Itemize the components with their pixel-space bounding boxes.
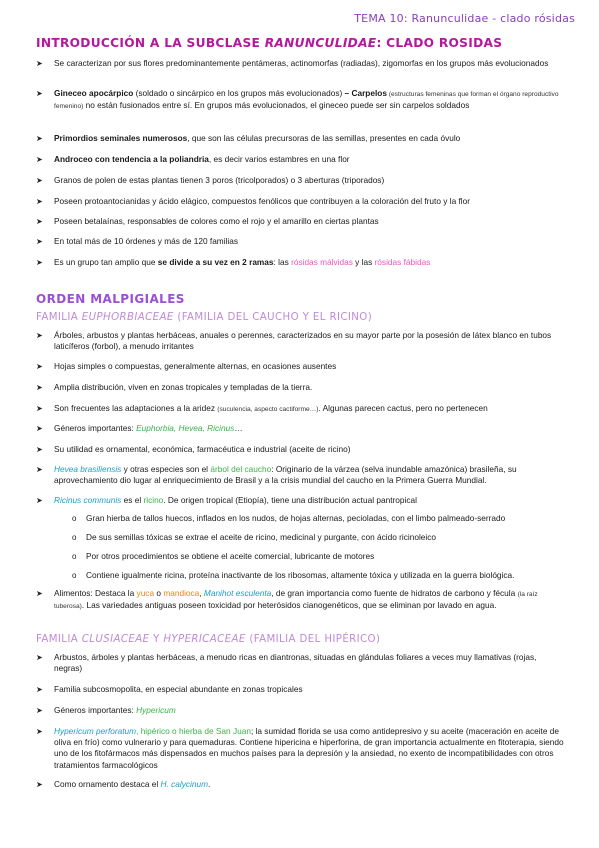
arrow-bullet-icon: ➤ <box>36 237 43 246</box>
list-item: ➤ Árboles, arbustos y plantas herbáceas, anuales o perennes, caracterizados en su mayor parte por la posesión de látex blanco en tubos laticíferos (forbol), a menudo irritantes <box>36 330 552 352</box>
family-heading: FAMILIA EUPHORBIACEAE (FAMILIA DEL CAUCHO Y EL RICINO) <box>36 312 373 323</box>
arrow-bullet-icon: ➤ <box>36 404 43 413</box>
arrow-bullet-icon: ➤ <box>36 727 43 736</box>
sub-list-item: o Por otros procedimientos se obtiene el aceite comercial, lubricante de motores <box>72 551 375 561</box>
list-item: ➤ Poseen protoantocianidas y ácido elágico, compuestos fenólicos que contribuyen a la coloración del fruto y la flor <box>36 196 471 206</box>
sub-list-item: o Gran hierba de tallos huecos, inflados en los nudos, de hojas alternas, pecioladas, con el limbo palmeado-serrado <box>72 513 506 523</box>
circle-bullet-icon: o <box>72 533 77 542</box>
arrow-bullet-icon: ➤ <box>36 331 43 340</box>
arrow-bullet-icon: ➤ <box>36 780 43 789</box>
arrow-bullet-icon: ➤ <box>36 653 43 662</box>
list-item: ➤ Géneros importantes: Euphorbia, Hevea, Ricinus… <box>36 423 243 433</box>
arrow-bullet-icon: ➤ <box>36 383 43 392</box>
list-item: ➤ Amplia distribución, viven en zonas tropicales y templadas de la tierra. <box>36 382 313 392</box>
list-item: ➤ Familia subcosmopolita, en especial abundante en zonas tropicales <box>36 684 303 694</box>
arrow-bullet-icon: ➤ <box>36 496 43 505</box>
arrow-bullet-icon: ➤ <box>36 465 43 474</box>
page-header: TEMA 10: Ranunculidae - clado rósidas <box>354 12 575 25</box>
arrow-bullet-icon: ➤ <box>36 176 43 185</box>
list-item: ➤ Alimentos: Destaca la yuca o mandioca, Manihot esculenta, de gran importancia como fuente de hidratos de carbono y fécula (la raíz tuberosa). Las variedades antiguas poseen toxicidad por heterósidos cianogenéticos, que se eliminan por lavado en agua. <box>36 588 538 611</box>
arrow-bullet-icon: ➤ <box>36 89 43 98</box>
arrow-bullet-icon: ➤ <box>36 217 43 226</box>
list-item: ➤ Poseen betalaínas, responsables de colores como el rojo y el amarillo en ciertas plantas <box>36 216 379 226</box>
list-item: ➤ Ricinus communis es el ricino. De origen tropical (Etiopía), tiene una distribución actual pantropical <box>36 495 417 505</box>
list-item: ➤ Hypericum perforatum, hipérico o hierba de San Juan; la sumidad florida se usa como antidepresivo y su aceite (maceración en aceite de oliva en frío) como vulnerario y para quemaduras. Contiene hipericina e hiperforina, de gran importancia actualmente en fitoterapia, siendo uno de los fitofármacos más dispensados en muchos países para la depresión y la ansiedad, no exento de incompatibilidades con otros tratamientos farmacológicos <box>36 726 564 770</box>
circle-bullet-icon: o <box>72 514 77 523</box>
arrow-bullet-icon: ➤ <box>36 362 43 371</box>
list-item: ➤ Granos de polen de estas plantas tienen 3 poros (tricolporados) o 3 aberturas (triporados) <box>36 175 385 185</box>
section-heading: ORDEN MALPIGIALES <box>36 292 185 306</box>
main-heading: INTRODUCCIÓN A LA SUBCLASE RANUNCULIDAE: CLADO ROSIDAS <box>36 36 503 50</box>
circle-bullet-icon: o <box>72 552 77 561</box>
arrow-bullet-icon: ➤ <box>36 59 43 68</box>
list-item: ➤ Hevea brasiliensis y otras especies son el árbol del caucho: Originario de la várzea (selva inundable amazónica) brasileña, su aprovechamiento dio lugar al enriquecimiento de Brasil y a la crisis mundial del caucho en la Primera Guerra Mundial. <box>36 464 517 486</box>
sub-list-item: o Contiene igualmente ricina, proteína inactivante de los ribosomas, altamente tóxica y utilizada en la guerra biológica. <box>72 570 515 580</box>
list-item: ➤ Androceo con tendencia a la poliandria, es decir varios estambres en una flor <box>36 154 350 164</box>
list-item: ➤ Hojas simples o compuestas, generalmente alternas, en ocasiones ausentes <box>36 361 337 371</box>
arrow-bullet-icon: ➤ <box>36 685 43 694</box>
arrow-bullet-icon: ➤ <box>36 155 43 164</box>
list-item: ➤ Se caracterizan por sus flores predominantemente pentámeras, actinomorfas (radiadas), zigomorfas en los grupos más evolucionados <box>36 58 549 68</box>
family-heading: FAMILIA CLUSIACEAE Y HYPERICACEAE (FAMILIA DEL HIPÉRICO) <box>36 634 381 645</box>
arrow-bullet-icon: ➤ <box>36 424 43 433</box>
arrow-bullet-icon: ➤ <box>36 258 43 267</box>
list-item: ➤ Son frecuentes las adaptaciones a la aridez (suculencia, aspecto cactiforme…). Algunas parecen cactus, pero no pertenecen <box>36 403 488 413</box>
list-item: ➤ Primordios seminales numerosos, que son las células precursoras de las semillas, presentes en cada óvulo <box>36 133 461 143</box>
list-item: ➤ Gineceo apocárpico (soldado o sincárpico en los grupos más evolucionados) – Carpelos (estructuras femeninas que forman el órgano reproductivo femenino) no están fusionados entre sí. En grupos más evolucionados, el gineceo puede ser sin carpelos soldados <box>36 88 559 111</box>
arrow-bullet-icon: ➤ <box>36 589 43 598</box>
sub-list-item: o De sus semillas tóxicas se extrae el aceite de ricino, medicinal y purgante, con ácido ricinoleico <box>72 532 437 542</box>
list-item: ➤ Su utilidad es ornamental, económica, farmacéutica e industrial (aceite de ricino) <box>36 444 351 454</box>
list-item: ➤ Arbustos, árboles y plantas herbáceas, a menudo ricas en diantronas, situadas en glándulas foliares a veces muy llamativas (rojas, negras) <box>36 652 537 674</box>
arrow-bullet-icon: ➤ <box>36 706 43 715</box>
arrow-bullet-icon: ➤ <box>36 445 43 454</box>
list-item: ➤ Como ornamento destaca el H. calycinum. <box>36 779 211 789</box>
list-item: ➤ Es un grupo tan amplio que se divide a su vez en 2 ramas: las rósidas málvidas y las rósidas fábidas <box>36 257 431 267</box>
list-item: ➤ Géneros importantes: Hypericum <box>36 705 176 715</box>
arrow-bullet-icon: ➤ <box>36 197 43 206</box>
list-item: ➤ En total más de 10 órdenes y más de 120 familias <box>36 236 239 246</box>
arrow-bullet-icon: ➤ <box>36 134 43 143</box>
circle-bullet-icon: o <box>72 571 77 580</box>
